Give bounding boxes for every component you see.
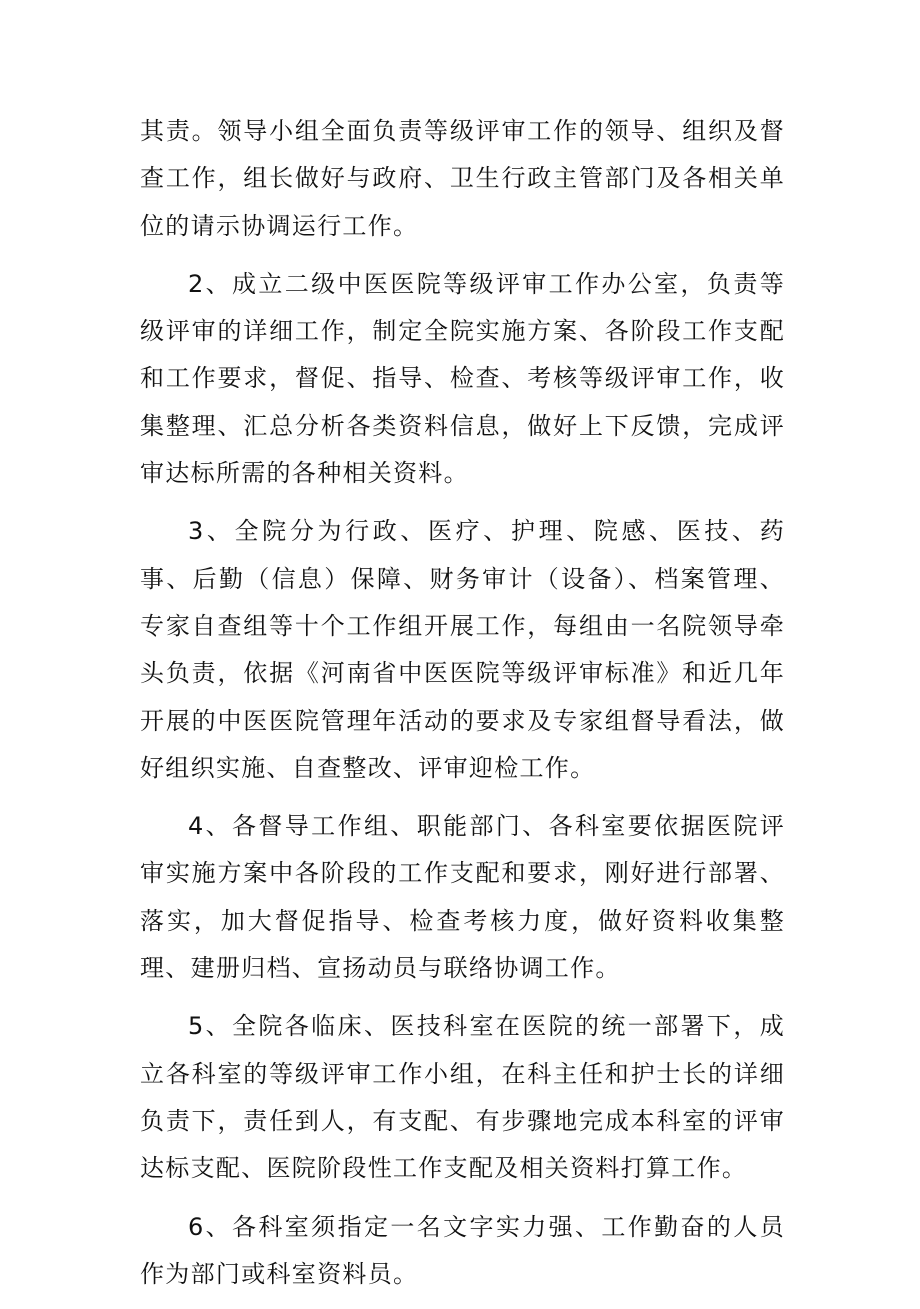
paragraph-item-6: 6、各科室须指定一名文字实力强、工作勤奋的人员作为部门或科室资料员。 — [140, 1212, 785, 1288]
paragraph-item-2: 2、成立二级中医医院等级评审工作办公室，负责等级评审的详细工作，制定全院实施方案、各阶段工作支配和工作要求，督促、指导、检查、考核等级评审工作，收集整理、汇总分析各类资料信息，做好上下反馈，完成评审达标所需的各种相关资料。 — [140, 269, 785, 488]
paragraph-item-3: 3、全院分为行政、医疗、护理、院感、医技、药事、后勤（信息）保障、财务审计（设备）、档案管理、专家自查组等十个工作组开展工作，每组由一名院领导牵头负责，依据《河南省中医医院等级评审标准》和近几年开展的中医医院管理年活动的要求及专家组督导看法，做好组织实施、自查整改、评审迎检工作。 — [140, 517, 785, 782]
paragraph-item-4: 4、各督导工作组、职能部门、各科室要依据医院评审实施方案中各阶段的工作支配和要求，刚好进行部署、落实，加大督促指导、检查考核力度，做好资料收集整理、建册归档、宣扬动员与联络协调工作。 — [140, 812, 785, 983]
paragraph-continuation: 其责。领导小组全面负责等级评审工作的领导、组织及督查工作，组长做好与政府、卫生行政主管部门及各相关单位的请示协调运行工作。 — [140, 117, 785, 240]
paragraph-item-5: 5、全院各临床、医技科室在医院的统一部署下，成立各科室的等级评审工作小组，在科主任和护士长的详细负责下，责任到人，有支配、有步骤地完成本科室的评审达标支配、医院阶段性工作支配及相关资料打算工作。 — [140, 1012, 785, 1183]
document-body — [140, 108, 785, 1309]
